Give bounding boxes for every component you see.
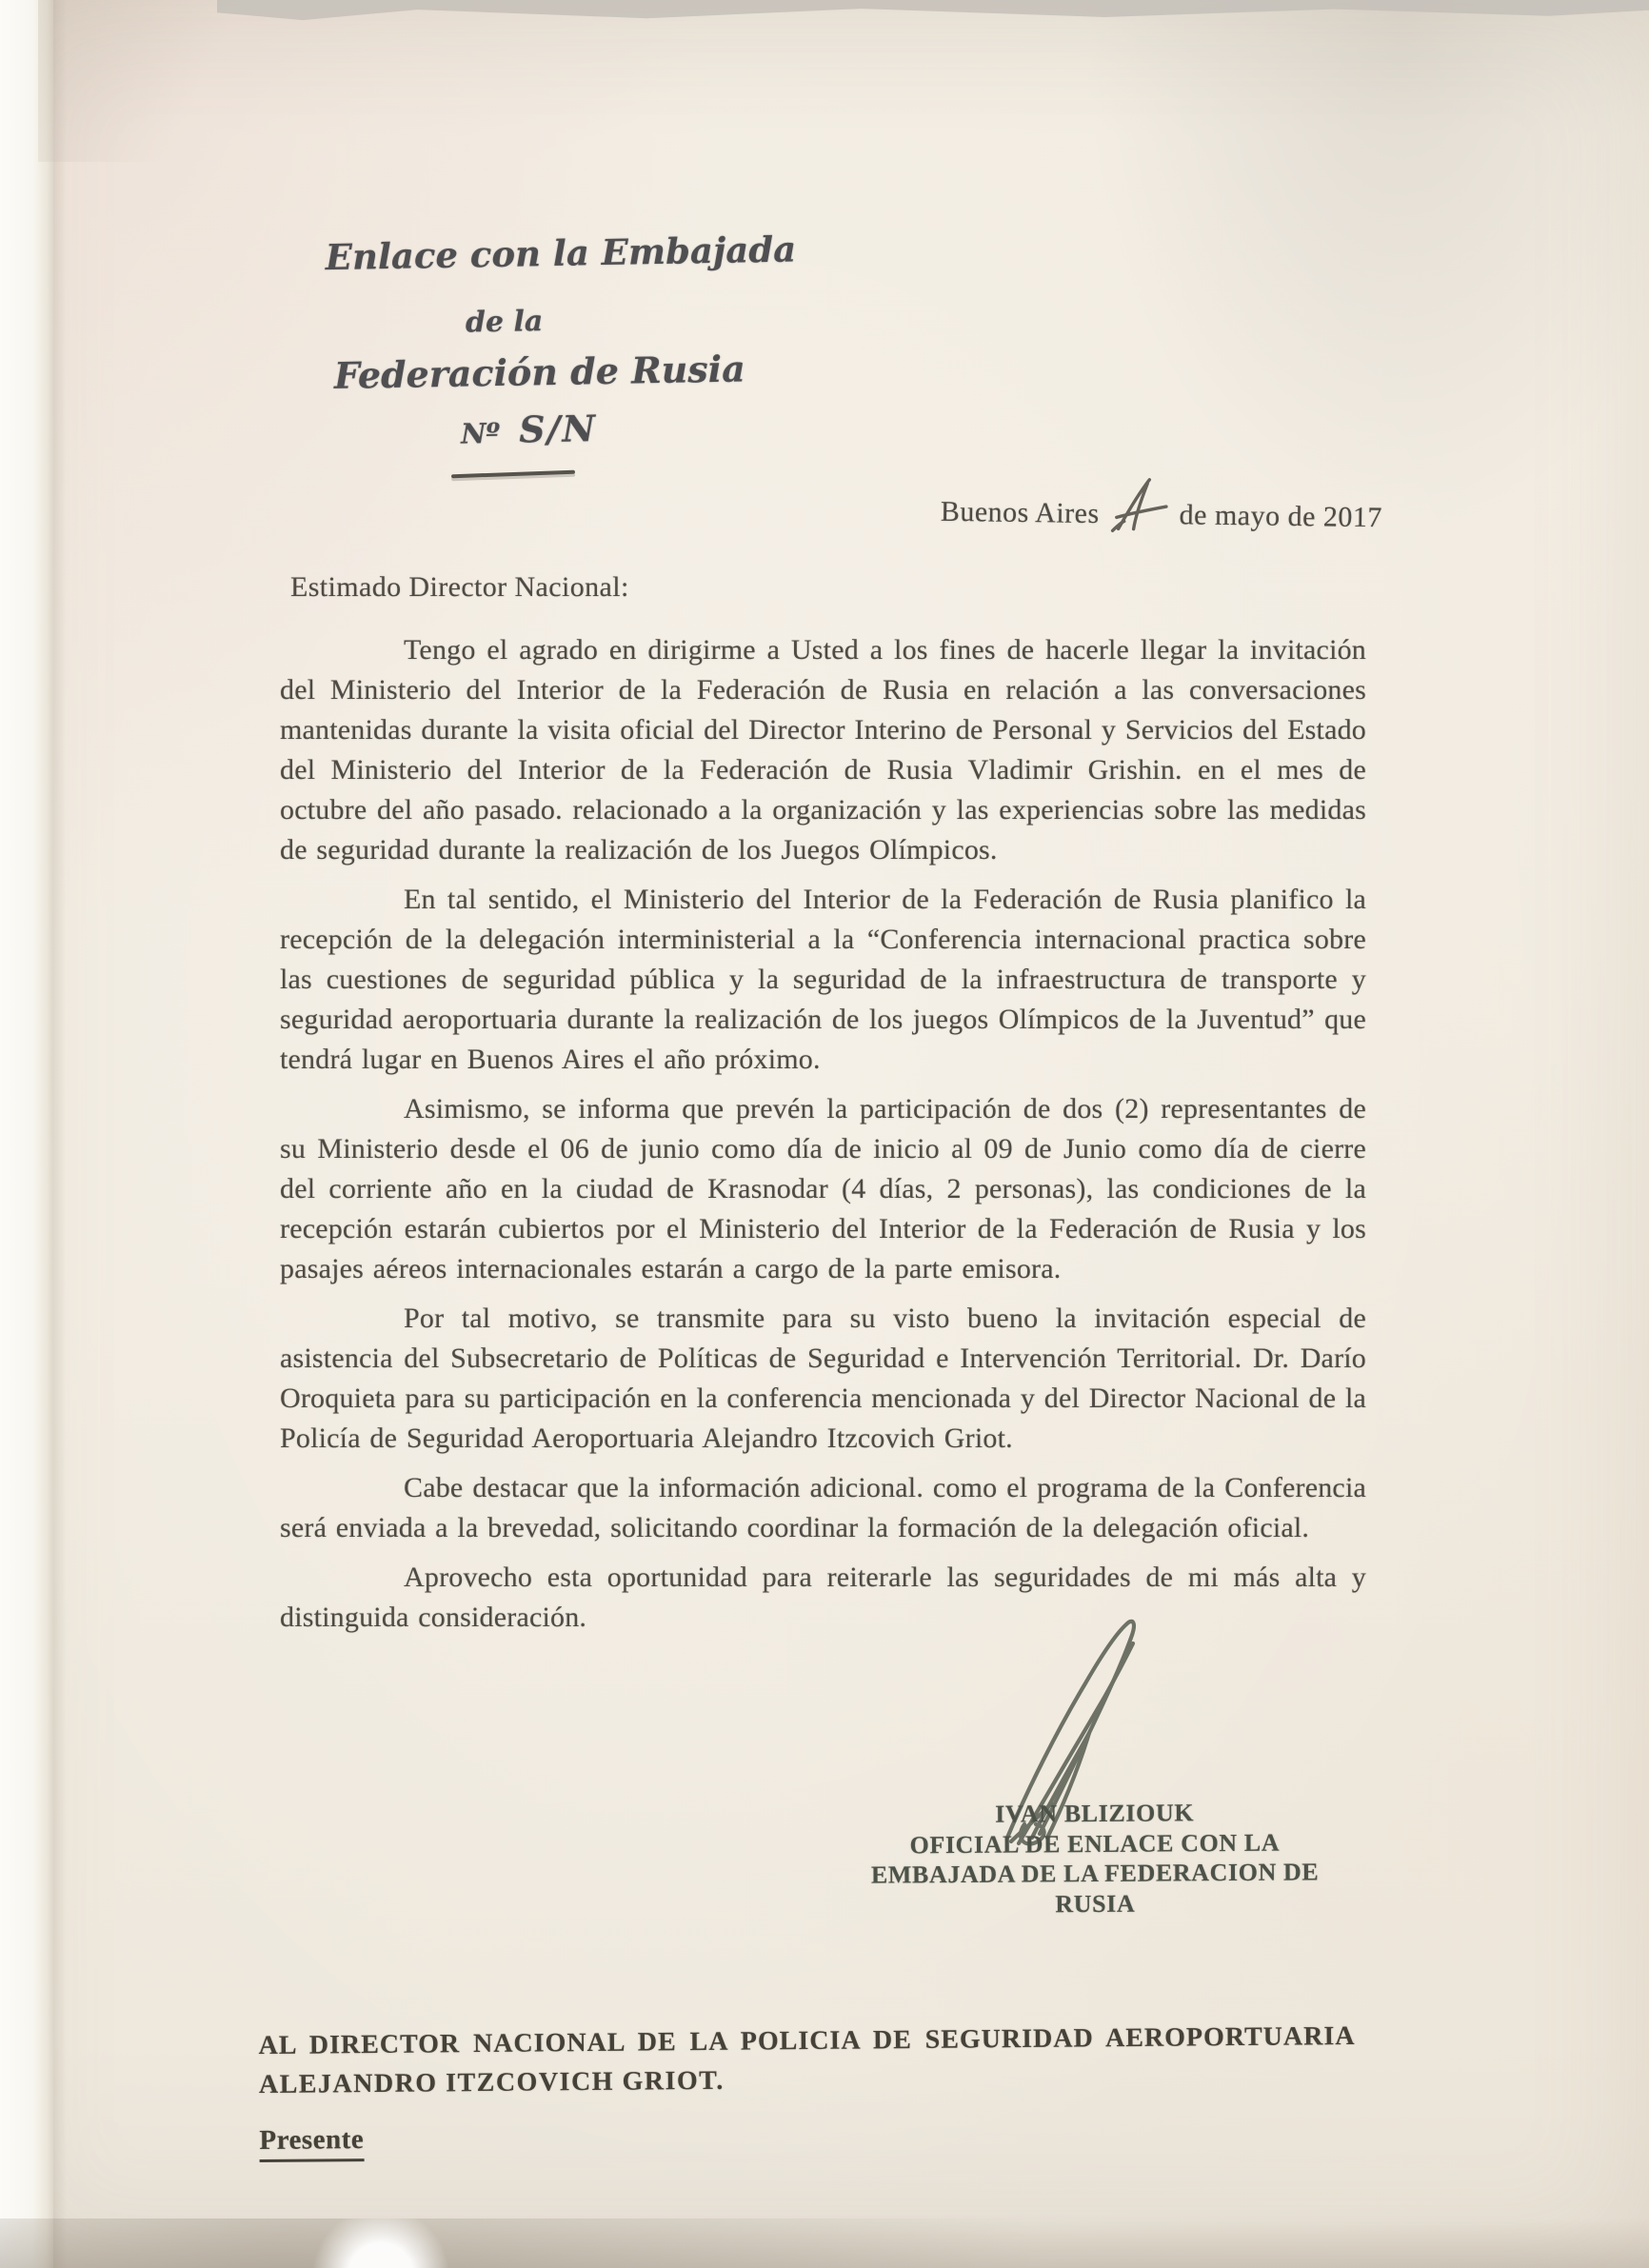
body-paragraph-2: En tal sentido, el Ministerio del Interior de la Federación de Rusia planifico la recepción de la delegación interministerial a la “Conferencia internacional practica sobre las cuestiones de seguridad pública y la seguridad de la infraestructura de transporte y seguridad aeroportuaria durante la realización de los juegos Olímpicos de la Juventud” que tendrá lugar en Buenos Aires el año próximo. (280, 884, 1366, 1075)
body-paragraph-6: Aprovecho esta oportunidad para reiterarle las seguridades de mi más alta y distinguida consideración. (280, 1562, 1366, 1633)
document-number (461, 407, 598, 451)
scan-bottom-edge-artifact (0, 2218, 1649, 2268)
addressee-line1: AL DIRECTOR NACIONAL DE LA POLICIA DE SEGURIDAD AEROPORTUARIA (258, 2020, 1356, 2061)
body-paragraph-3: Asimismo, se informa que prevén la participación de dos (2) representantes de su Ministerio desde el 06 de junio como día de inicio al 09 de Junio como día de cierre del corriente año en la ciudad de Krasnodar (4 días, 2 personas), las condiciones de la recepción estarán cubiertos por el Ministerio del Interior de la Federación de Rusia y los pasajes aéreos internacionales estarán a cargo de la parte emisora. (280, 1093, 1366, 1284)
paper-fold-shadow (38, 0, 314, 162)
letterhead-script-line1: Enlace con la Embajada (325, 228, 797, 279)
letter-body (280, 630, 1366, 1647)
signatory-title-line1: OFICIAL DE ENLACE CON LA (909, 1828, 1281, 1859)
dateline-rest: de mayo de 2017 (1179, 499, 1383, 534)
addressee-block (258, 2021, 1356, 2162)
addressee-line2: ALEJANDRO ITZCOVICH GRIOT. (258, 2065, 725, 2100)
paper-edge-shadow (53, 0, 67, 2268)
scan-top-edge-artifact (217, 0, 1649, 23)
document-number-label: Nº (460, 416, 501, 450)
body-paragraph-5: Cabe destacar que la información adicional. como el programa de la Conferencia será enviada a la brevedad, solicitando coordinar la formación de la delegación oficial. (280, 1472, 1366, 1543)
signatory-name: IVAN BLIZIOUK (995, 1799, 1195, 1828)
salutation: Estimado Director Nacional: (290, 571, 629, 603)
letterhead-script-line2: de la (465, 305, 544, 340)
signatory-title-line2: EMBAJADA DE LA FEDERACION DE RUSIA (870, 1858, 1320, 1918)
signature-block (857, 1797, 1334, 1920)
dateline-city: Buenos Aires (940, 495, 1100, 530)
letterhead-script-line3: Federación de Rusia (333, 347, 746, 397)
document-number-underline (451, 470, 575, 479)
handwritten-day-scribble (1108, 473, 1174, 537)
scanner-bed-left-edge (0, 0, 53, 2268)
addressee-presente: Presente (259, 2124, 364, 2162)
body-paragraph-1: Tengo el agrado en dirigirme a Usted a los fines de hacerle llegar la invitación del Ministerio del Interior de la Federación de Rusia en relación a las conversaciones mantenidas durante la visita oficial del Director Interino de Personal y Servicios del Estado del Ministerio del Interior de la Federación de Rusia Vladimir Grishin. en el mes de octubre del año pasado. relacionado a la organización y las experiencias sobre las medidas de seguridad durante la realización de los Juegos Olímpicos. (280, 634, 1366, 865)
body-paragraph-4: Por tal motivo, se transmite para su visto bueno la invitación especial de asistencia del Subsecretario de Políticas de Seguridad e Intervención Territorial. Dr. Darío Oroquieta para su participación en la conferencia mencionada y del Director Nacional de la Policía de Seguridad Aeroportuaria Alejandro Itzcovich Griot. (280, 1303, 1366, 1454)
dateline (941, 471, 1383, 534)
document-number-value-handwritten: S/N (518, 407, 598, 451)
